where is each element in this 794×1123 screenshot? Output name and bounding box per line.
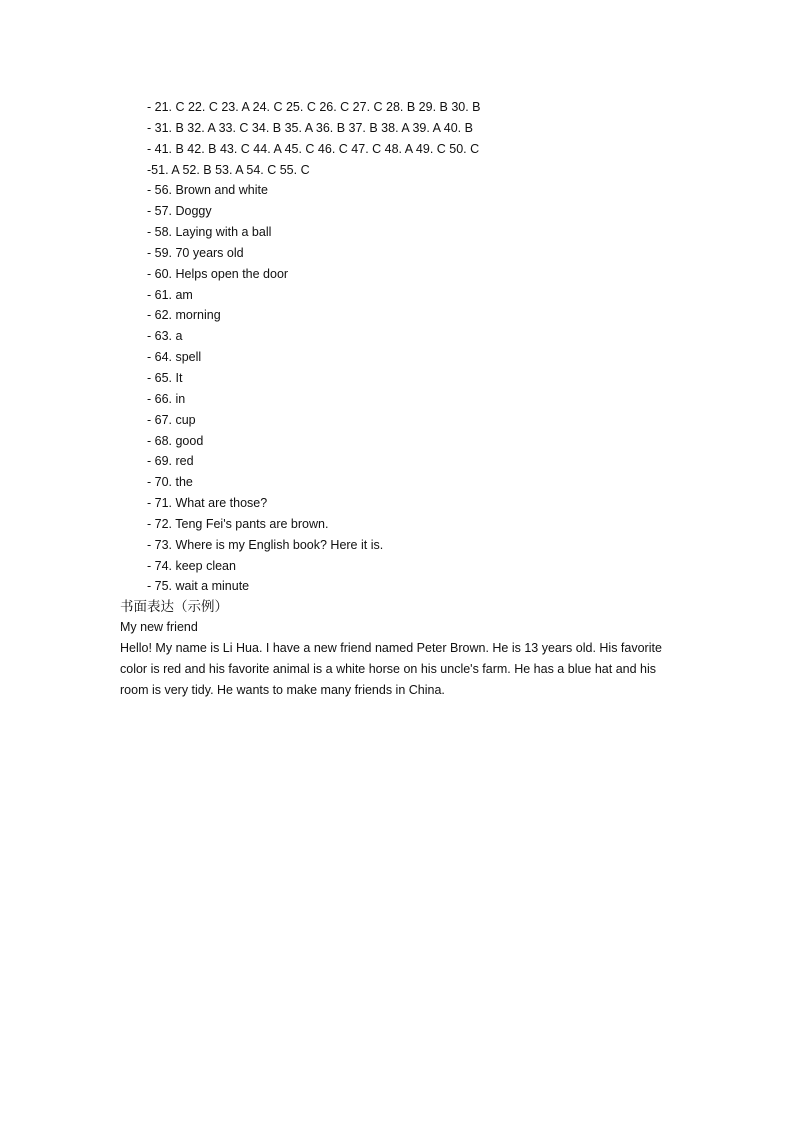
answer-line: - 57. Doggy [147, 204, 212, 219]
answer-line: - 61. am [147, 287, 193, 302]
answer-line: - 68. good [147, 433, 204, 448]
answer-line: - 64. spell [147, 350, 202, 365]
answer-line: - 70. the [147, 475, 193, 490]
answer-line: - 74. keep clean [147, 558, 236, 573]
answer-line: - 72. Teng Fei's pants are brown. [147, 516, 329, 531]
answer-line: - 58. Laying with a ball [147, 225, 272, 240]
answer-line: - 63. a [147, 329, 183, 344]
writing-section [120, 596, 680, 700]
answer-line: - 56. Brown and white [147, 183, 268, 198]
answer-line: - 59. 70 years old [147, 245, 244, 260]
answer-line: - 65. It [147, 370, 183, 385]
answer-line: - 69. red [147, 454, 194, 469]
answer-line: - 71. What are those? [147, 496, 268, 511]
answer-line: - 60. Helps open the door [147, 266, 289, 281]
essay-title: My new friend [120, 620, 198, 634]
answer-line: - 66. in [147, 391, 186, 406]
answer-line: - 41. B 42. B 43. C 44. A 45. C 46. C 47. C 48. A 49. C 50. C [147, 141, 480, 156]
writing-section-heading: 书面表达（示例） [120, 599, 228, 614]
answer-line: -51. A 52. B 53. A 54. C 55. C [147, 162, 310, 177]
answer-key-list [147, 97, 481, 597]
answer-line: - 62. morning [147, 308, 221, 323]
answer-line: - 67. cup [147, 412, 196, 427]
answer-line: - 21. C 22. C 23. A 24. C 25. C 26. C 27. C 28. B 29. B 30. B [147, 100, 481, 114]
answer-line: - 75. wait a minute [147, 579, 250, 594]
essay-body: Hello! My name is Li Hua. I have a new friend named Peter Brown. He is 13 years old. His favorite color is red and his favorite animal is a white horse on his uncle's farm. He has a blue hat and his room is very tidy. He wants to make many friends in China. [120, 640, 662, 697]
answer-line: - 31. B 32. A 33. C 34. B 35. A 36. B 37. B 38. A 39. A 40. B [147, 120, 473, 135]
answer-line: - 73. Where is my English book? Here it is. [147, 537, 384, 552]
